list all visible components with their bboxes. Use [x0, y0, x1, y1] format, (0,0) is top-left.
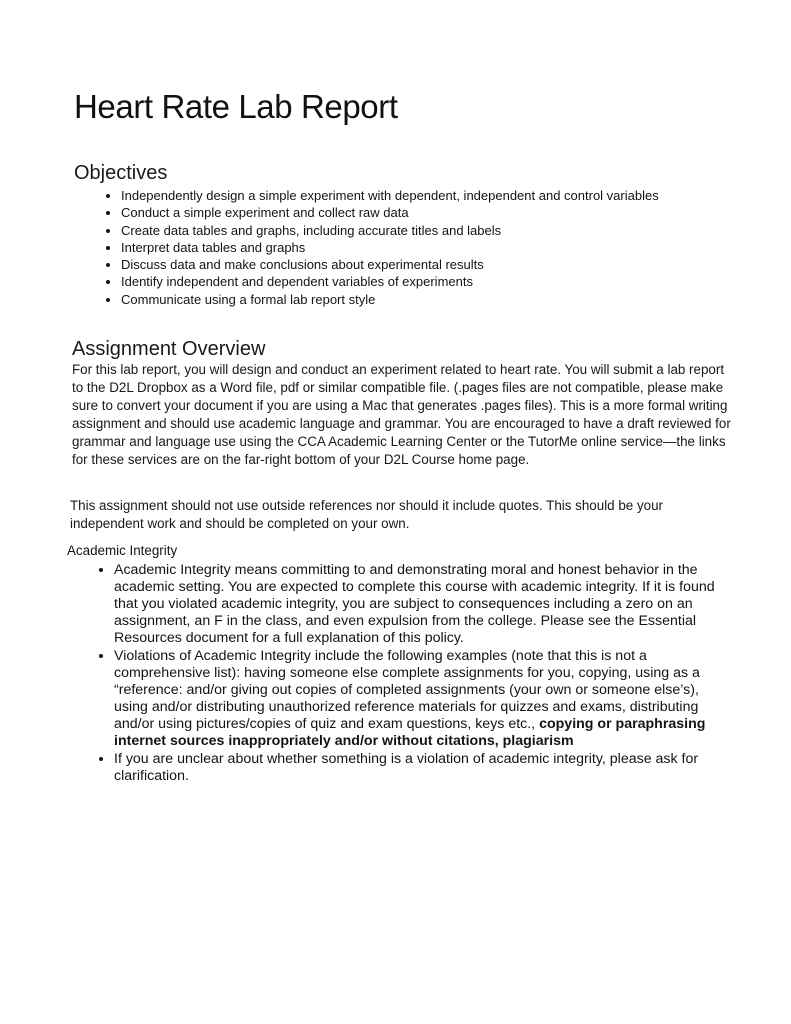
- independent-work-paragraph: This assignment should not use outside references nor should it include quotes. This should be your independent work and should be completed on your own.: [70, 498, 664, 531]
- integrity-violations-item: [114, 648, 729, 750]
- objective-item: • Conduct a simple experiment and collect raw data: [121, 205, 701, 220]
- objectives-list: [96, 188, 701, 309]
- objective-item: • Discuss data and make conclusions about experimental results: [121, 257, 701, 272]
- academic-integrity-list: [86, 562, 729, 786]
- violations-bold-text: copying or paraphrasing internet sources inappropriately and/or without citations, plagiarism: [114, 716, 706, 749]
- integrity-definition-item: • Academic Integrity means committing to and demonstrating moral and honest behavior in the academic setting. You are expected to complete this course with academic integrity. If it is found that you violated academic integrity, you are subject to consequences including a zero on an assignment, an F in the class, and even expulsion from the college. Please see the Essential Resources document for a full explanation of this policy.: [114, 562, 729, 647]
- academic-integrity-heading: Academic Integrity: [67, 543, 178, 558]
- document-title: Heart Rate Lab Report: [74, 88, 398, 125]
- integrity-clarification-item: • If you are unclear about whether something is a violation of academic integrity, please ask for clarification.: [114, 751, 729, 785]
- objective-item: • Interpret data tables and graphs: [121, 240, 701, 255]
- overview-paragraph: For this lab report, you will design and conduct an experiment related to heart rate. You will submit a lab report to the D2L Dropbox as a Word file, pdf or similar compatible file. (.pages files are not compatible, please make sure to convert your document if you are using a Mac that generates .pages files). This is a more formal writing assignment and should use academic language and grammar. You are encouraged to have a draft reviewed for grammar and language use using the CCA Academic Learning Center or the TutorMe online service—the links for these services are on the far-right bottom of your D2L Course home page.: [72, 362, 731, 467]
- objective-item: • Identify independent and dependent variables of experiments: [121, 274, 701, 289]
- objective-item: • Independently design a simple experiment with dependent, independent and control variables: [121, 188, 701, 203]
- assignment-overview-heading: Assignment Overview: [72, 338, 266, 360]
- objectives-heading: Objectives: [74, 162, 168, 184]
- objective-item: • Communicate using a formal lab report style: [121, 292, 701, 307]
- violations-text: Violations of Academic Integrity include the following examples (note that this is not a comprehensive list): having someone else complete assignments for you, copying, using as a “reference: and/or giving out copies of completed assignments (your own or someone else’s), using and/or distributing unauthorized reference materials for quizzes and exams, distributing and/or using pictures/copies of quiz and exam questions, keys etc.,: [114, 648, 700, 732]
- objective-item: • Create data tables and graphs, including accurate titles and labels: [121, 223, 701, 238]
